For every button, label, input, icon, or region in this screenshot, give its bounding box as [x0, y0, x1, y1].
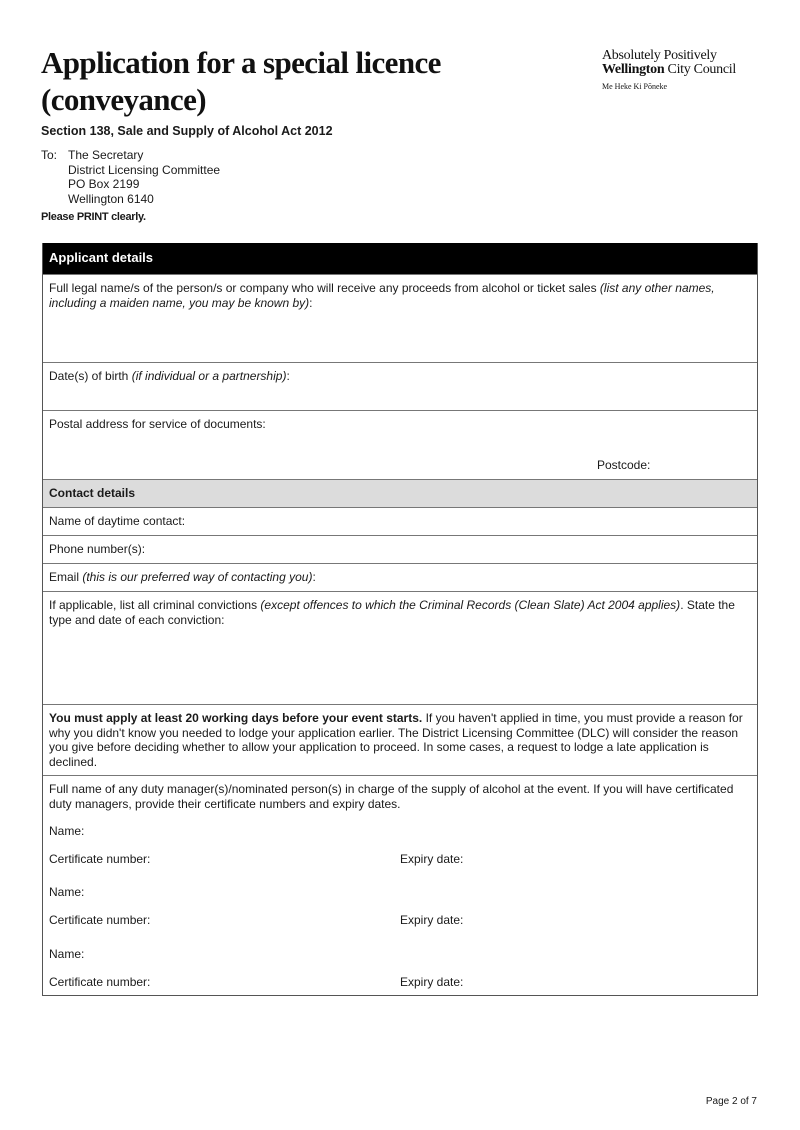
- manager-name-field[interactable]: Name:: [49, 947, 85, 961]
- title-line-2: (conveyance): [41, 82, 206, 117]
- expiry-date-field[interactable]: Expiry date:: [400, 975, 464, 989]
- field-hint: (except offences to which the Criminal Records (Clean Slate) Act 2004 applies): [260, 598, 681, 612]
- certificate-number-field[interactable]: Certificate number:: [49, 975, 151, 989]
- address-line: District Licensing Committee: [68, 162, 221, 177]
- field-label: Full legal name/s of the person/s or company who will receive any proceeds from alcohol or ticket sales: [49, 281, 600, 295]
- logo-line-2: [602, 63, 736, 77]
- field-label-end: . State the type and date of each conviction:: [49, 598, 735, 627]
- address-line: PO Box 2199: [68, 177, 140, 191]
- field-label-end: :: [312, 570, 316, 584]
- duty-managers-section: [43, 775, 757, 995]
- convictions-field[interactable]: [43, 591, 757, 704]
- field-label: If applicable, list all criminal convictions: [49, 598, 261, 612]
- logo-tagline: Me Heke Ki Pōneke: [602, 82, 668, 91]
- logo-rest: City Council: [664, 62, 736, 77]
- page-number: Page 2 of 7: [705, 1096, 757, 1107]
- postal-address-field[interactable]: [43, 410, 757, 479]
- notice-text: If you haven't applied in time, you must provide a reason for why you didn't know you needed to lodge your application earlier. The District Licensing Committee (DLC) will consider the reason you give before deciding whether to allow your application to proceed. In some cases, a request to lodge a late application is declined.: [49, 711, 743, 769]
- act-subtitle: Section 138, Sale and Supply of Alcohol Act 2012: [41, 124, 333, 138]
- postcode-label: Postcode:: [597, 458, 651, 472]
- print-instruction: Please PRINT clearly.: [41, 211, 146, 223]
- certificate-number-field[interactable]: Certificate number:: [49, 913, 151, 927]
- field-label: Email: [49, 570, 83, 584]
- title-line-1: Application for a special licence: [41, 45, 441, 80]
- expiry-date-field[interactable]: Expiry date:: [400, 913, 464, 927]
- manager-name-field[interactable]: Name:: [49, 824, 85, 838]
- section-header: Applicant details: [43, 243, 757, 274]
- field-hint: (list any other names, including a maiden name, you may be known by): [49, 281, 715, 310]
- to-label: To:: [41, 148, 58, 162]
- logo-line-1: Absolutely Positively: [602, 48, 717, 63]
- duty-managers-label: Full name of any duty manager(s)/nominated person(s) in charge of the supply of alcohol at the event. If you will have certificated duty managers, provide their certificate numbers and expiry dates.: [49, 782, 734, 811]
- applicant-form: [42, 243, 758, 996]
- logo-bold: Wellington: [602, 62, 665, 77]
- contact-details-header: Contact details: [43, 479, 757, 507]
- field-hint: (if individual or a partnership): [131, 369, 287, 383]
- dob-field[interactable]: [43, 362, 757, 410]
- recipient-address: [41, 148, 220, 206]
- manager-name-field[interactable]: Name:: [49, 885, 85, 899]
- address-line: Wellington 6140: [68, 191, 154, 206]
- field-label: Date(s) of birth: [49, 369, 132, 383]
- notice-bold: You must apply at least 20 working days before your event starts.: [49, 711, 423, 725]
- council-logo: [602, 49, 736, 91]
- page-title: [41, 44, 441, 118]
- field-label: Postal address for service of documents:: [49, 417, 266, 431]
- field-label-end: :: [309, 295, 313, 310]
- field-hint: (this is our preferred way of contacting you): [82, 570, 313, 584]
- email-field[interactable]: [43, 563, 757, 591]
- field-label-end: :: [286, 369, 290, 383]
- full-name-field[interactable]: [43, 274, 757, 362]
- certificate-number-field[interactable]: Certificate number:: [49, 852, 151, 866]
- daytime-contact-field[interactable]: Name of daytime contact:: [43, 507, 757, 535]
- address-line: The Secretary: [68, 148, 144, 162]
- expiry-date-field[interactable]: Expiry date:: [400, 852, 464, 866]
- phone-field[interactable]: Phone number(s):: [43, 535, 757, 563]
- late-application-notice: [43, 704, 757, 775]
